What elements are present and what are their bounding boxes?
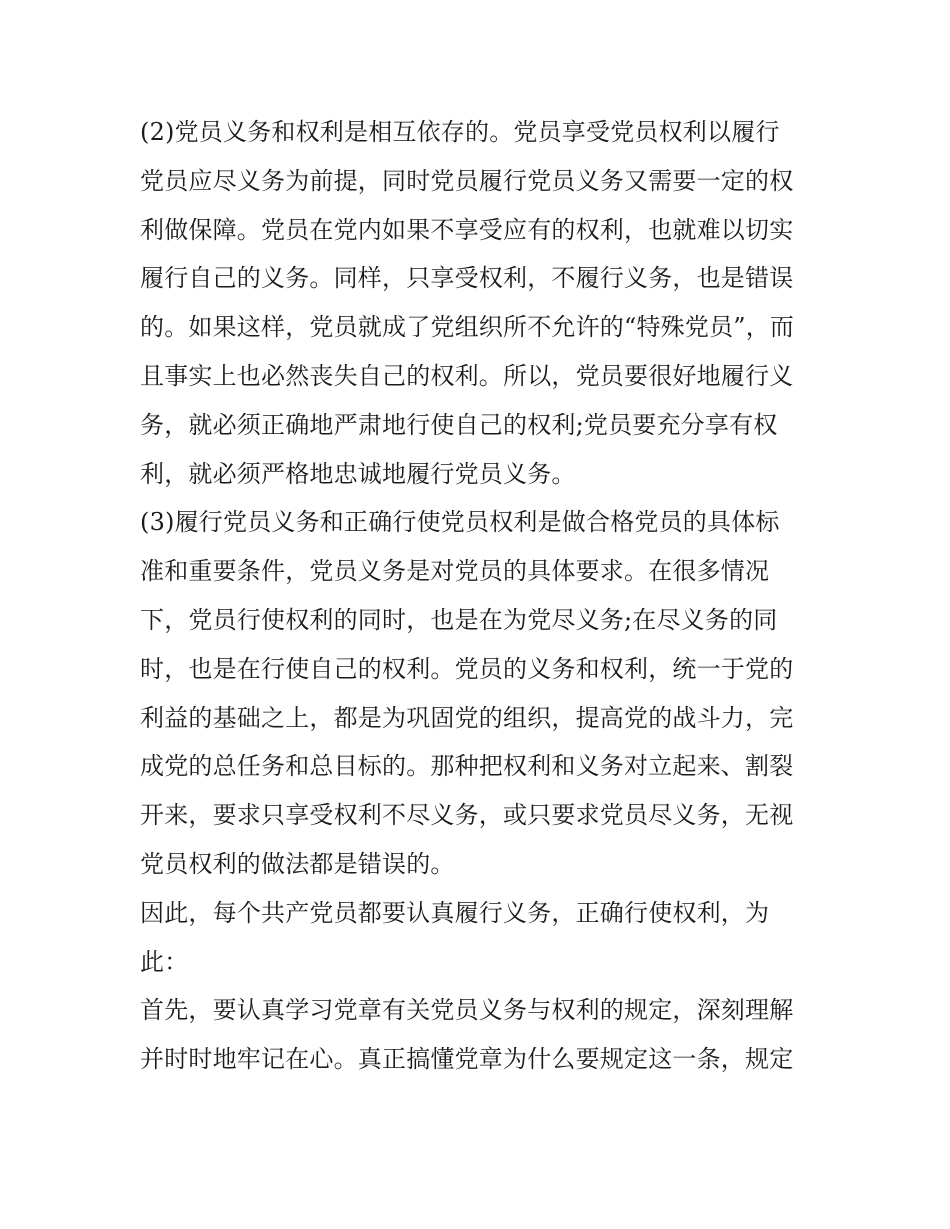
text-line: 利，就必须严格地忠诚地履行党员义务。 [140, 459, 576, 488]
text-line: 党员权利的做法都是错误的。 [140, 849, 455, 878]
document-body [140, 108, 820, 1084]
text-line: 首先，要认真学习党章有关党员义务与权利的规定，深刻理解 [140, 996, 794, 1025]
text-line: 的。如果这样，党员就成了党组织所不允许的“特殊党员”，而 [140, 313, 795, 342]
text-line: 下，党员行使权利的同时，也是在为党尽义务;在尽义务的同 [140, 605, 778, 634]
text-line: 利益的基础之上，都是为巩固党的组织，提高党的战斗力，完 [140, 703, 794, 732]
text-line: (2)党员义务和权利是相互依存的。党员享受党员权利以履行 [140, 118, 780, 146]
text-line: 履行自己的义务。同样，只享受权利，不履行义务，也是错误 [140, 264, 794, 293]
text-line: (3)履行党员义务和正确行使党员权利是做合格党员的具体标 [140, 508, 780, 537]
text-line: 务，就必须正确地严肃地行使自己的权利;党员要充分享有权 [140, 410, 778, 439]
text-line: 此： [140, 947, 189, 976]
text-line: 且事实上也必然丧失自己的权利。所以，党员要很好地履行义 [140, 361, 794, 390]
text-line: 时，也是在行使自己的权利。党员的义务和权利，统一于党的 [140, 654, 794, 683]
text-line: 成党的总任务和总目标的。那种把权利和义务对立起来、割裂 [140, 752, 794, 781]
text-line: 利做保障。党员在党内如果不享受应有的权利，也就难以切实 [140, 215, 794, 244]
text-line: 准和重要条件，党员义务是对党员的具体要求。在很多情况 [140, 557, 770, 586]
text-line: 党员应尽义务为前提，同时党员履行党员义务又需要一定的权 [140, 166, 794, 195]
text-line: 并时时地牢记在心。真正搞懂党章为什么要规定这一条，规定 [140, 1045, 794, 1074]
text-line: 开来，要求只享受权利不尽义务，或只要求党员尽义务，无视 [140, 801, 794, 830]
text-line: 因此，每个共产党员都要认真履行义务，正确行使权利，为 [140, 898, 770, 927]
